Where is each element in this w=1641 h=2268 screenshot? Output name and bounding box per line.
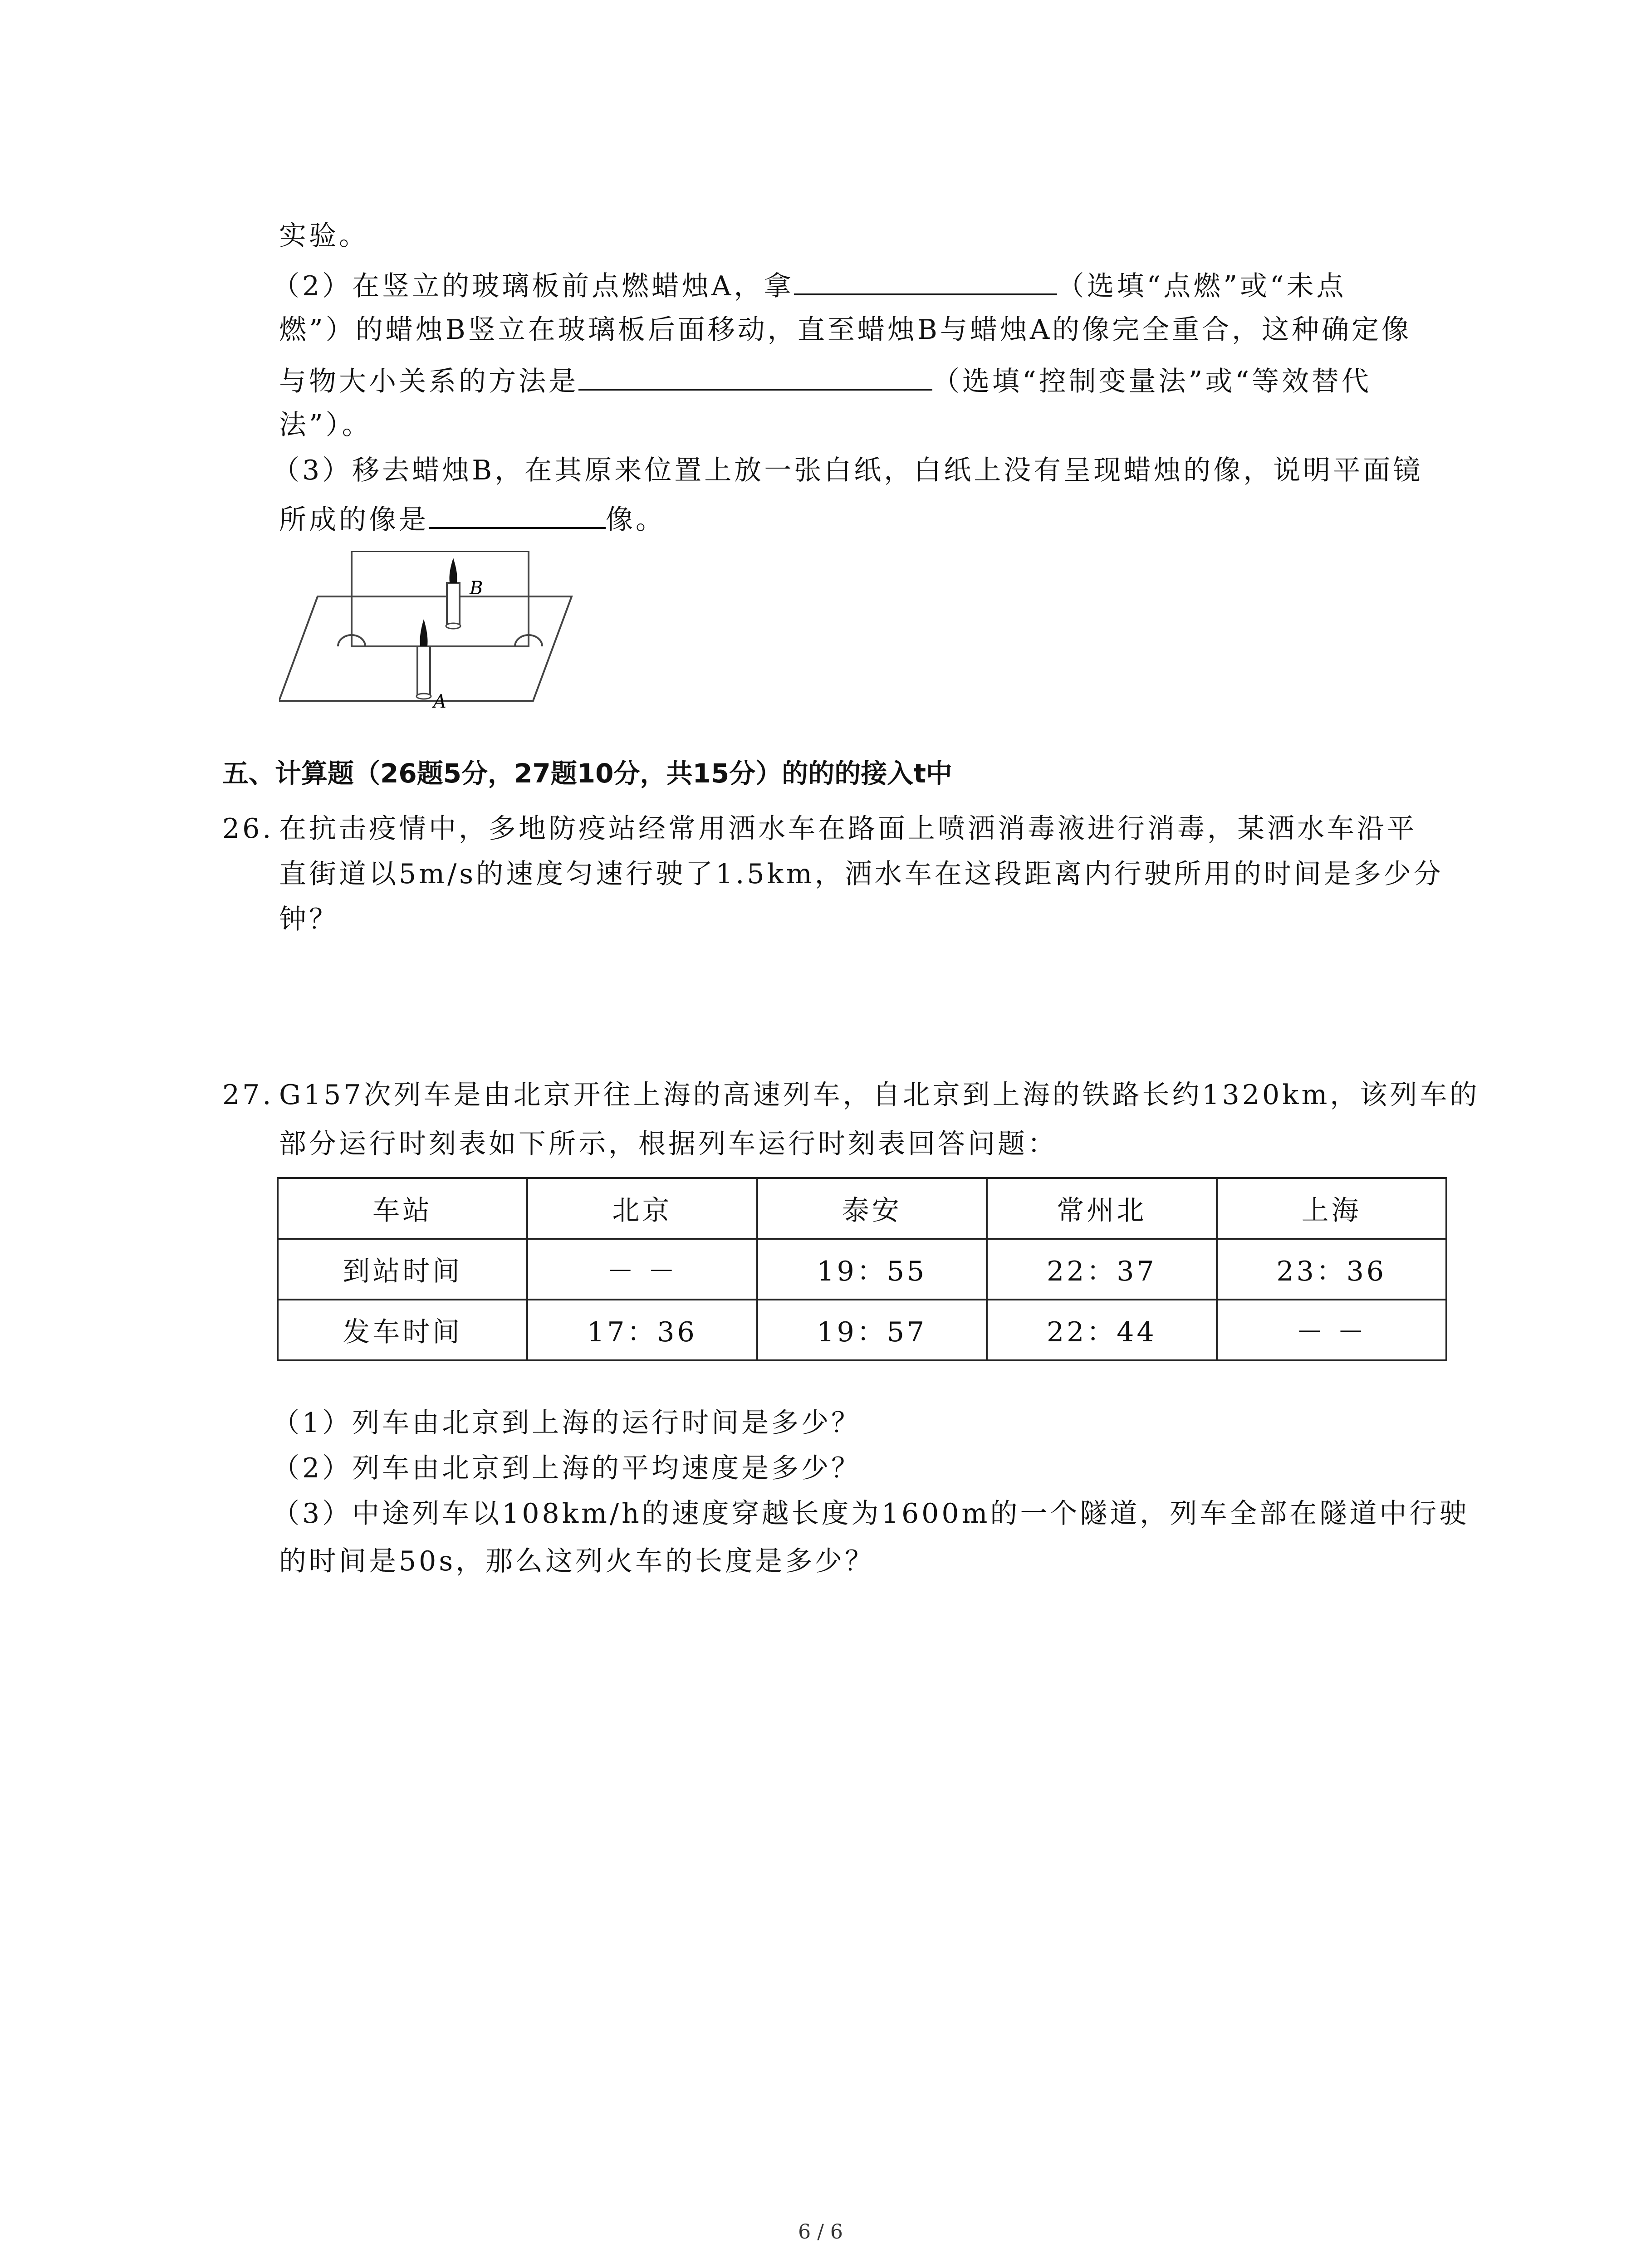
answer-blank-2[interactable]	[578, 361, 932, 391]
section-5-heading: 五、计算题（26题5分，27题10分，共15分）的的的接入t中	[222, 758, 952, 789]
label-a: A	[433, 691, 446, 712]
candle-b-base	[446, 623, 460, 629]
q27-sub-1: （1）列车由北京到上海的运行时间是多少？	[272, 1407, 862, 1439]
exp-q2-line-4: 法”）。	[279, 409, 372, 441]
answer-blank-3[interactable]	[429, 499, 606, 529]
q26-line-1: 在抗击疫情中，多地防疫站经常用洒水车在路面上喷洒消毒液进行消毒，某洒水车沿平	[279, 813, 1417, 845]
table-header-row	[278, 1178, 1446, 1239]
exp-q2-text-c: 与物大小关系的方法是	[279, 366, 578, 397]
page-number: 6 / 6	[798, 2220, 843, 2244]
candle-a-flame	[420, 619, 427, 646]
table-row	[278, 1239, 1446, 1300]
table-cell: － －	[1217, 1300, 1446, 1360]
exp-q2-text-a: （2）在竖立的玻璃板前点燃蜡烛A，拿	[272, 270, 794, 302]
table-cell: 23：36	[1217, 1239, 1446, 1300]
table-cell: 22：44	[987, 1300, 1216, 1360]
candle-a-base	[416, 694, 431, 699]
q27-line-2: 部分运行时刻表如下所示，根据列车运行时刻表回答问题：	[279, 1128, 1058, 1160]
exp-q2-text-d: （选填“控制变量法”或“等效替代	[932, 366, 1372, 397]
q26-line-2: 直街道以5m/s的速度匀速行驶了1.5km，洒水车在这段距离内行驶所用的时间是多少分	[279, 858, 1444, 890]
q27-line-1: G157次列车是由北京开往上海的高速列车，自北京到上海的铁路长约1320km，该列车的	[279, 1079, 1480, 1111]
exp-q3-line-1: （3）移去蜡烛B，在其原来位置上放一张白纸，白纸上没有呈现蜡烛的像，说明平面镜	[272, 455, 1423, 486]
exp-q2-text-b: （选填“点燃”或“未点	[1057, 270, 1347, 302]
exp-line-1: 实验。	[279, 220, 369, 252]
table-cell: 到站时间	[278, 1239, 527, 1300]
table-cell: 17：36	[527, 1300, 757, 1360]
label-b: B	[470, 578, 483, 599]
q26-line-3: 钟？	[279, 904, 339, 935]
q27-sub-3-line-1: （3）中途列车以108km/h的速度穿越长度为1600m的一个隧道，列车全部在隧道中行驶	[272, 1498, 1470, 1530]
table-header-cell: 车站	[278, 1178, 527, 1239]
table-row	[278, 1300, 1446, 1360]
q27-sub-3-line-2: 的时间是50s，那么这列火车的长度是多少？	[279, 1545, 875, 1577]
exp-q2-line-2: 燃”）的蜡烛B竖立在玻璃板后面移动，直至蜡烛B与蜡烛A的像完全重合，这种确定像	[279, 314, 1412, 346]
table-cell: 发车时间	[278, 1300, 527, 1360]
glass-plate	[352, 551, 529, 646]
candle-b-flame	[449, 558, 457, 583]
candle-a	[417, 646, 430, 696]
answer-blank-1[interactable]	[794, 265, 1057, 295]
table-header-cell: 上海	[1217, 1178, 1446, 1239]
table-cell: 22：37	[987, 1239, 1216, 1300]
table-cell: － －	[527, 1239, 757, 1300]
exp-q2-line-1	[272, 265, 1347, 305]
exp-q3-text-b: 像。	[606, 504, 666, 536]
table-header-cell: 泰安	[757, 1178, 987, 1239]
candle-b	[447, 583, 460, 626]
train-timetable	[277, 1177, 1447, 1361]
table-header-cell: 北京	[527, 1178, 757, 1239]
mirror-candle-figure	[279, 551, 588, 719]
exp-q2-line-3	[279, 361, 1372, 401]
q27-sub-2: （2）列车由北京到上海的平均速度是多少？	[272, 1452, 862, 1484]
table-cell: 19：57	[757, 1300, 987, 1360]
q27-number: 27.	[222, 1079, 274, 1111]
table-cell: 19：55	[757, 1239, 987, 1300]
exp-q3-line-2	[279, 499, 666, 539]
table-header-cell: 常州北	[987, 1178, 1216, 1239]
q26-number: 26.	[222, 813, 274, 845]
exp-q3-text-a: 所成的像是	[279, 504, 429, 536]
